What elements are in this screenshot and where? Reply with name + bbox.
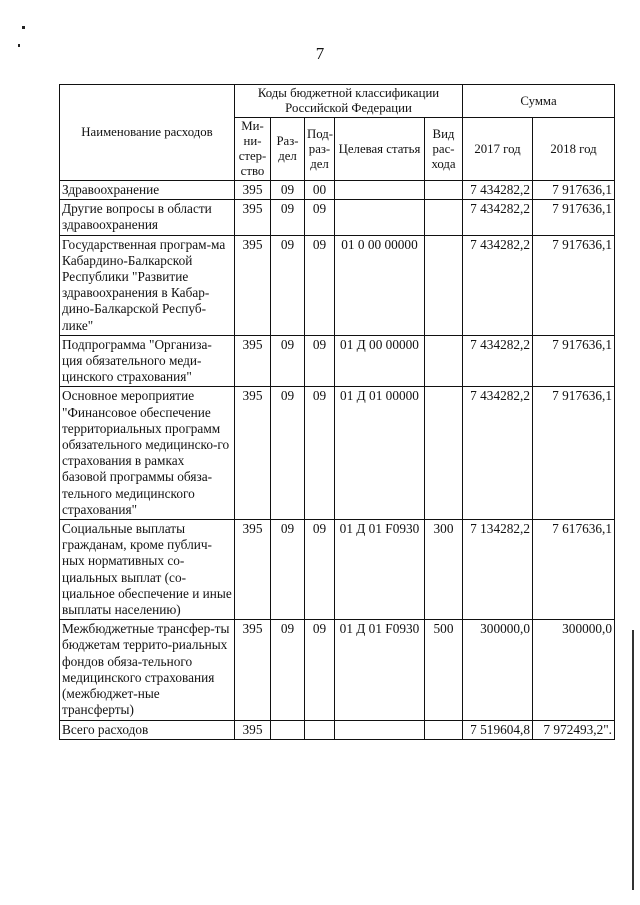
table-row xyxy=(60,335,615,387)
cell-section xyxy=(271,720,305,739)
cell-subsection: 09 xyxy=(305,235,335,335)
cell-section: 09 xyxy=(271,181,305,200)
cell-name: Основное мероприятие "Финансовое обеспечение территориальных программ обязательного медицинско-го страхования в рамках базовой программы обяза-тельного медицинского страхования" xyxy=(60,387,235,520)
cell-sum-2018: 300000,0 xyxy=(533,620,615,720)
cell-section: 09 xyxy=(271,387,305,520)
cell-sum-2017: 300000,0 xyxy=(463,620,533,720)
cell-name: Другие вопросы в области здравоохранения xyxy=(60,200,235,235)
cell-sum-2017: 7 434282,2 xyxy=(463,181,533,200)
header-ministry: Ми-ни-стер-ство xyxy=(235,118,271,181)
cell-kind: 300 xyxy=(425,520,463,620)
table-header xyxy=(60,85,615,181)
cell-sum-2017: 7 434282,2 xyxy=(463,387,533,520)
cell-ministry: 395 xyxy=(235,620,271,720)
header-year-2018: 2018 год xyxy=(533,118,615,181)
table-row xyxy=(60,200,615,235)
cell-subsection: 09 xyxy=(305,335,335,387)
cell-sum-2017: 7 434282,2 xyxy=(463,200,533,235)
cell-subsection xyxy=(305,720,335,739)
cell-kind xyxy=(425,181,463,200)
cell-kind xyxy=(425,720,463,739)
cell-subsection: 09 xyxy=(305,620,335,720)
cell-subsection: 09 xyxy=(305,387,335,520)
cell-section: 09 xyxy=(271,235,305,335)
cell-sum-2017: 7 434282,2 xyxy=(463,335,533,387)
table-row xyxy=(60,520,615,620)
cell-sum-2018: 7 917636,1 xyxy=(533,181,615,200)
cell-kind: 500 xyxy=(425,620,463,720)
header-subsection: Под-раз-дел xyxy=(305,118,335,181)
header-codes: Коды бюджетной классификации Российской Федерации xyxy=(235,85,463,118)
cell-ministry: 395 xyxy=(235,181,271,200)
cell-sum-2018: 7 917636,1 xyxy=(533,200,615,235)
cell-ministry: 395 xyxy=(235,720,271,739)
cell-ministry: 395 xyxy=(235,335,271,387)
cell-section: 09 xyxy=(271,520,305,620)
cell-sum-2018: 7 972493,2". xyxy=(533,720,615,739)
cell-subsection: 00 xyxy=(305,181,335,200)
cell-section: 09 xyxy=(271,620,305,720)
scan-speck xyxy=(18,44,20,47)
cell-ministry: 395 xyxy=(235,387,271,520)
scan-speck xyxy=(22,26,25,29)
table-row xyxy=(60,235,615,335)
table-row xyxy=(60,387,615,520)
cell-target xyxy=(335,720,425,739)
cell-sum-2017: 7 434282,2 xyxy=(463,235,533,335)
cell-ministry: 395 xyxy=(235,520,271,620)
cell-name: Здравоохранение xyxy=(60,181,235,200)
cell-kind xyxy=(425,235,463,335)
cell-sum-2017: 7 519604,8 xyxy=(463,720,533,739)
budget-table xyxy=(59,84,615,740)
header-name: Наименование расходов xyxy=(60,85,235,181)
cell-name: Социальные выплаты гражданам, кроме публич-ных нормативных со-циальных выплат (со-циальное обеспечение и иные выплаты населению) xyxy=(60,520,235,620)
cell-target xyxy=(335,200,425,235)
header-sum: Сумма xyxy=(463,85,615,118)
cell-name: Государственная програм-ма Кабардино-Балкарской Республики "Развитие здравоохранения в Кабар-дино-Балкарской Респуб-лике" xyxy=(60,235,235,335)
cell-target: 01 Д 01 F0930 xyxy=(335,520,425,620)
header-year-2017: 2017 год xyxy=(463,118,533,181)
cell-subsection: 09 xyxy=(305,520,335,620)
header-section: Раз-дел xyxy=(271,118,305,181)
table-row xyxy=(60,620,615,720)
cell-sum-2018: 7 617636,1 xyxy=(533,520,615,620)
cell-sum-2018: 7 917636,1 xyxy=(533,235,615,335)
table-row xyxy=(60,720,615,739)
cell-target: 01 0 00 00000 xyxy=(335,235,425,335)
cell-section: 09 xyxy=(271,200,305,235)
cell-target: 01 Д 01 F0930 xyxy=(335,620,425,720)
scan-edge xyxy=(632,630,634,890)
cell-target xyxy=(335,181,425,200)
cell-sum-2017: 7 134282,2 xyxy=(463,520,533,620)
cell-name: Межбюджетные трансфер-ты бюджетам террито-риальных фондов обяза-тельного медицинского страхования (межбюджет-ные трансферты) xyxy=(60,620,235,720)
table-body xyxy=(60,181,615,740)
cell-sum-2018: 7 917636,1 xyxy=(533,335,615,387)
cell-kind xyxy=(425,200,463,235)
cell-target: 01 Д 00 00000 xyxy=(335,335,425,387)
table-row xyxy=(60,181,615,200)
cell-ministry: 395 xyxy=(235,200,271,235)
cell-kind xyxy=(425,387,463,520)
cell-kind xyxy=(425,335,463,387)
cell-sum-2018: 7 917636,1 xyxy=(533,387,615,520)
cell-ministry: 395 xyxy=(235,235,271,335)
cell-target: 01 Д 01 00000 xyxy=(335,387,425,520)
cell-name: Подпрограмма "Организа-ция обязательного меди-цинского страхования" xyxy=(60,335,235,387)
page-number: 7 xyxy=(315,44,325,63)
cell-name: Всего расходов xyxy=(60,720,235,739)
cell-subsection: 09 xyxy=(305,200,335,235)
header-target: Целевая статья xyxy=(335,118,425,181)
cell-section: 09 xyxy=(271,335,305,387)
header-kind: Вид рас-хода xyxy=(425,118,463,181)
